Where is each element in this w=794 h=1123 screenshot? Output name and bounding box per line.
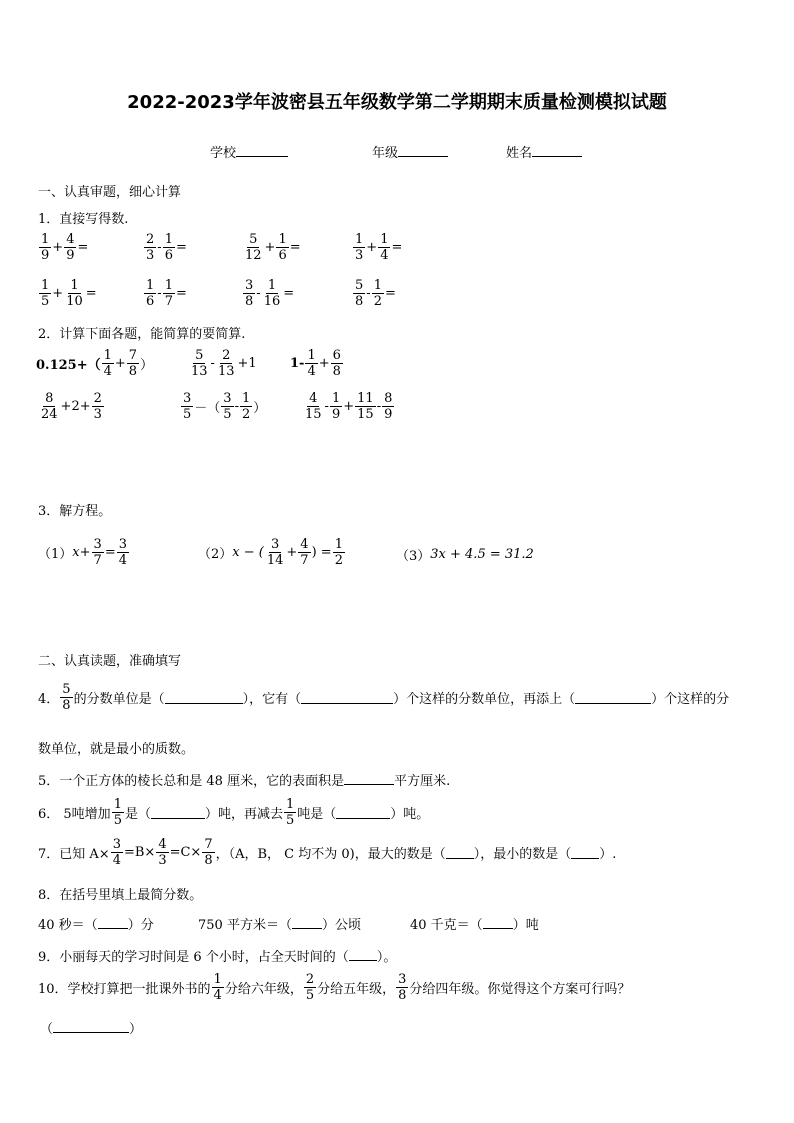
- fraction: $\frac{2}{3}$: [146, 232, 155, 263]
- name-label: 姓名: [506, 146, 533, 161]
- fraction: $\frac{1}{3}$: [355, 232, 364, 263]
- q8-b: [198, 914, 361, 933]
- fraction: $\frac{1}{10}$: [66, 278, 83, 309]
- fraction: $\frac{1}{16}$: [263, 278, 281, 309]
- paren-close: ）: [253, 401, 267, 416]
- grade-field[interactable]: [372, 142, 448, 161]
- q10-text-1: 10．学校打算把一批课外书的: [38, 982, 211, 997]
- q6-blank-2[interactable]: [336, 806, 390, 819]
- fraction: $\frac{1}{5}$: [113, 797, 122, 828]
- paren-close: ）: [129, 1022, 143, 1037]
- q7-blank-2[interactable]: [571, 846, 599, 859]
- fraction: $\frac{8}{9}$: [384, 391, 393, 422]
- q8-b-unit: ）公顷: [321, 918, 361, 933]
- q2-expr-5: [180, 391, 266, 422]
- q4-blank-2[interactable]: [301, 691, 393, 704]
- fraction: $\frac{4}{9}$: [66, 232, 75, 263]
- q3-eq-1: [38, 537, 130, 568]
- equals-sign: =: [384, 286, 396, 301]
- q6-text-5: ）吨。: [390, 807, 430, 822]
- name-field[interactable]: [506, 142, 582, 161]
- minus-sign: -: [324, 399, 329, 414]
- operator: -: [366, 286, 371, 301]
- fraction: $\frac{11}{15}$: [357, 391, 374, 422]
- fraction: $\frac{1}{9}$: [331, 391, 341, 422]
- minus-sign: -: [376, 399, 382, 414]
- q5: [38, 770, 450, 789]
- q2-expr-6: [302, 391, 395, 422]
- q6-text-1: 6． 5吨增加: [38, 807, 111, 822]
- q2-e3-prefix: 1-: [290, 356, 305, 371]
- fraction: $\frac{6}{8}$: [332, 348, 341, 379]
- q3-eq-3: [396, 545, 534, 564]
- q8-a-text: 40 秒＝（: [38, 918, 98, 933]
- q2-expr-4: [38, 391, 105, 422]
- fraction: $\frac{7}{8}$: [128, 348, 138, 379]
- fraction: $\frac{1}{4}$: [103, 348, 112, 379]
- q9-blank[interactable]: [349, 948, 377, 961]
- q6-blank-1[interactable]: [151, 806, 205, 819]
- equals-sign: =: [391, 240, 403, 255]
- plus-one: +1: [237, 356, 257, 371]
- q10: [38, 972, 630, 1003]
- q3-eq-2: [198, 537, 346, 568]
- x-minus: x − (: [232, 545, 264, 560]
- q8-b-blank[interactable]: [292, 916, 322, 929]
- q2-e4-mid: +2+: [60, 399, 91, 414]
- q8-c-text: 40 千克＝（: [410, 918, 483, 933]
- q4-text-1: 的分数单位是（: [73, 692, 165, 707]
- minus-sign: -: [234, 399, 239, 414]
- q2-expr-1: [36, 348, 153, 379]
- q4-line-1: [38, 682, 729, 713]
- q3-eq3-text: 3x + 4.5 = 31.2: [430, 547, 534, 562]
- q10-text-3: 分给五年级，: [317, 982, 396, 997]
- q8-c-unit: ）吨: [512, 918, 539, 933]
- q1-expr: [242, 232, 301, 263]
- q9: [38, 946, 396, 965]
- fraction: $\frac{1}{6}$: [278, 232, 287, 263]
- fraction: $\frac{1}{6}$: [146, 278, 155, 309]
- equals-sign: =: [85, 286, 97, 301]
- q8-c: [410, 914, 539, 933]
- operator: +: [366, 240, 378, 255]
- q10-blank[interactable]: [53, 1020, 129, 1033]
- q1-expr: [352, 232, 402, 263]
- q6-text-3: ）吨，再减去: [204, 807, 283, 822]
- q2-expr-3: [290, 348, 344, 379]
- fraction: $\frac{7}{8}$: [204, 837, 213, 868]
- fraction: $\frac{4}{15}$: [305, 391, 322, 422]
- equals-sign: =: [289, 240, 301, 255]
- equals-sign: =: [77, 240, 89, 255]
- q9-text-2: ）。: [376, 950, 397, 965]
- fraction: $\frac{5}{13}$: [191, 348, 208, 379]
- q4-text-3: ）个这样的分数单位，再添上（: [393, 692, 576, 707]
- fraction: $\frac{1}{2}$: [241, 391, 251, 422]
- q8-a-unit: ）分: [127, 918, 154, 933]
- q1-expr: [143, 232, 187, 263]
- section-1-heading: 一、认真审题，细心计算: [38, 185, 182, 200]
- fraction: $\frac{3}{7}$: [93, 537, 102, 568]
- fraction: $\frac{1}{5}$: [286, 797, 295, 828]
- operator: +: [264, 240, 276, 255]
- plus-sign: +: [79, 545, 91, 560]
- q9-text-1: 9．小丽每天的学习时间是 6 个小时，占全天时间的（: [38, 950, 349, 965]
- section-2-heading: 二、认真读题，准确填写: [38, 654, 182, 669]
- q10-text-4: 分给四年级。你觉得这个方案可行吗？: [409, 982, 631, 997]
- paren-close: ）: [140, 358, 154, 373]
- q6: [38, 797, 429, 828]
- q1-expr: [38, 278, 97, 309]
- fraction: $\frac{2}{3}$: [93, 391, 102, 422]
- fraction: $\frac{3}{4}$: [112, 837, 121, 868]
- q7-text-3: =C×: [169, 845, 202, 860]
- q7-text-6: ）.: [599, 847, 617, 862]
- q8-a-blank[interactable]: [98, 916, 128, 929]
- fraction: $\frac{4}{3}$: [158, 837, 167, 868]
- q1-expr: [242, 278, 294, 309]
- var-x: x: [72, 545, 80, 560]
- plus-sign: +: [343, 399, 355, 414]
- school-field[interactable]: [210, 142, 288, 161]
- q3-p3: （3）: [396, 549, 431, 564]
- minus-sign: -: [210, 356, 215, 371]
- q5-text-1: 5．一个正方体的棱长总和是 48 厘米，它的表面积是: [38, 774, 345, 789]
- fraction: $\frac{5}{8}$: [355, 278, 364, 309]
- q3-p1: （1）: [38, 547, 73, 562]
- q7-text-1: 7．已知 A×: [38, 847, 110, 862]
- fraction: $\frac{1}{4}$: [380, 232, 389, 263]
- q7-text-5: ），最小的数是（: [473, 847, 572, 862]
- fraction: $\frac{5}{12}$: [245, 232, 262, 263]
- fraction: $\frac{3}{5}$: [223, 391, 232, 422]
- q1-expr: [38, 232, 88, 263]
- operator: +: [52, 240, 64, 255]
- fraction: $\frac{3}{5}$: [183, 391, 192, 422]
- plus-sign: +: [286, 545, 298, 560]
- q5-text-2: 平方厘米.: [394, 774, 451, 789]
- grade-label: 年级: [372, 146, 399, 161]
- q8-c-blank[interactable]: [483, 916, 513, 929]
- q2-expr-2: [188, 348, 257, 379]
- plus-sign: +: [114, 356, 126, 371]
- q7: [38, 837, 616, 868]
- fraction: $\frac{1}{4}$: [307, 348, 316, 379]
- fraction: $\frac{3}{4}$: [118, 537, 127, 568]
- q8-b-text: 750 平方米＝（: [198, 918, 292, 933]
- q3-label: 3．解方程。: [38, 504, 112, 519]
- q2-e5-mid: －（: [194, 401, 221, 416]
- fraction: $\frac{2}{5}$: [305, 972, 315, 1003]
- fraction: $\frac{3}{8}$: [398, 972, 407, 1003]
- q4-line-2: 数单位，就是最小的质数。: [38, 742, 195, 757]
- equals-sign: =: [104, 545, 116, 560]
- fraction: $\frac{1}{9}$: [41, 232, 50, 263]
- equals-sign: =: [283, 286, 295, 301]
- operator: +: [52, 286, 64, 301]
- q10-text-2: 分给六年级，: [224, 982, 303, 997]
- fraction: $\frac{2}{13}$: [217, 348, 235, 379]
- fraction: $\frac{1}{5}$: [41, 278, 50, 309]
- q4-blank-3[interactable]: [575, 691, 651, 704]
- equals-sign: =: [175, 286, 187, 301]
- q3-p2: （2）: [198, 547, 233, 562]
- fraction: $\frac{5}{8}$: [62, 682, 71, 713]
- plus-sign: +: [318, 356, 330, 371]
- fraction: $\frac{1}{7}$: [164, 278, 173, 309]
- fraction: $\frac{3}{14}$: [266, 537, 284, 568]
- operator: -: [157, 286, 162, 301]
- q6-text-4: 吨是（: [297, 807, 337, 822]
- q8-a: [38, 914, 154, 933]
- paren-open: （: [40, 1022, 54, 1037]
- q4-text-4: ）个这样的分: [651, 692, 730, 707]
- q6-text-2: 是（: [124, 807, 151, 822]
- fraction: $\frac{1}{2}$: [334, 537, 343, 568]
- close-equals: ) =: [311, 545, 332, 560]
- fraction: $\frac{8}{24}$: [41, 391, 58, 422]
- q2-label: 2．计算下面各题，能简算的要简算.: [38, 327, 246, 342]
- operator: -: [256, 286, 261, 301]
- fraction: $\frac{1}{4}$: [213, 972, 222, 1003]
- q7-blank-1[interactable]: [446, 846, 474, 859]
- q4-number: 4．: [38, 692, 60, 707]
- school-label: 学校: [210, 146, 237, 161]
- page-title: 2022-2023学年波密县五年级数学第二学期期末质量检测模拟试题: [127, 92, 667, 113]
- fraction: $\frac{3}{8}$: [245, 278, 254, 309]
- fraction: $\frac{1}{2}$: [373, 278, 382, 309]
- q8-label: 8．在括号里填上最简分数。: [38, 888, 203, 903]
- q7-text-4: ，（A，B， C 均不为 0)，最大的数是（: [215, 847, 446, 862]
- q5-blank[interactable]: [344, 772, 394, 785]
- q1-expr: [143, 278, 187, 309]
- operator: -: [157, 240, 162, 255]
- equals-sign: =: [175, 240, 187, 255]
- q2-e1-prefix: 0.125+（: [36, 358, 101, 373]
- q4-text-2: ），它有（: [242, 692, 302, 707]
- fraction: $\frac{4}{7}$: [300, 537, 309, 568]
- fraction: $\frac{1}{6}$: [164, 232, 173, 263]
- q1-expr: [352, 278, 396, 309]
- q10-answer: [40, 1018, 142, 1037]
- q7-text-2: =B×: [123, 845, 156, 860]
- q4-blank-1[interactable]: [165, 691, 243, 704]
- q1-label: 1．直接写得数.: [38, 212, 129, 227]
